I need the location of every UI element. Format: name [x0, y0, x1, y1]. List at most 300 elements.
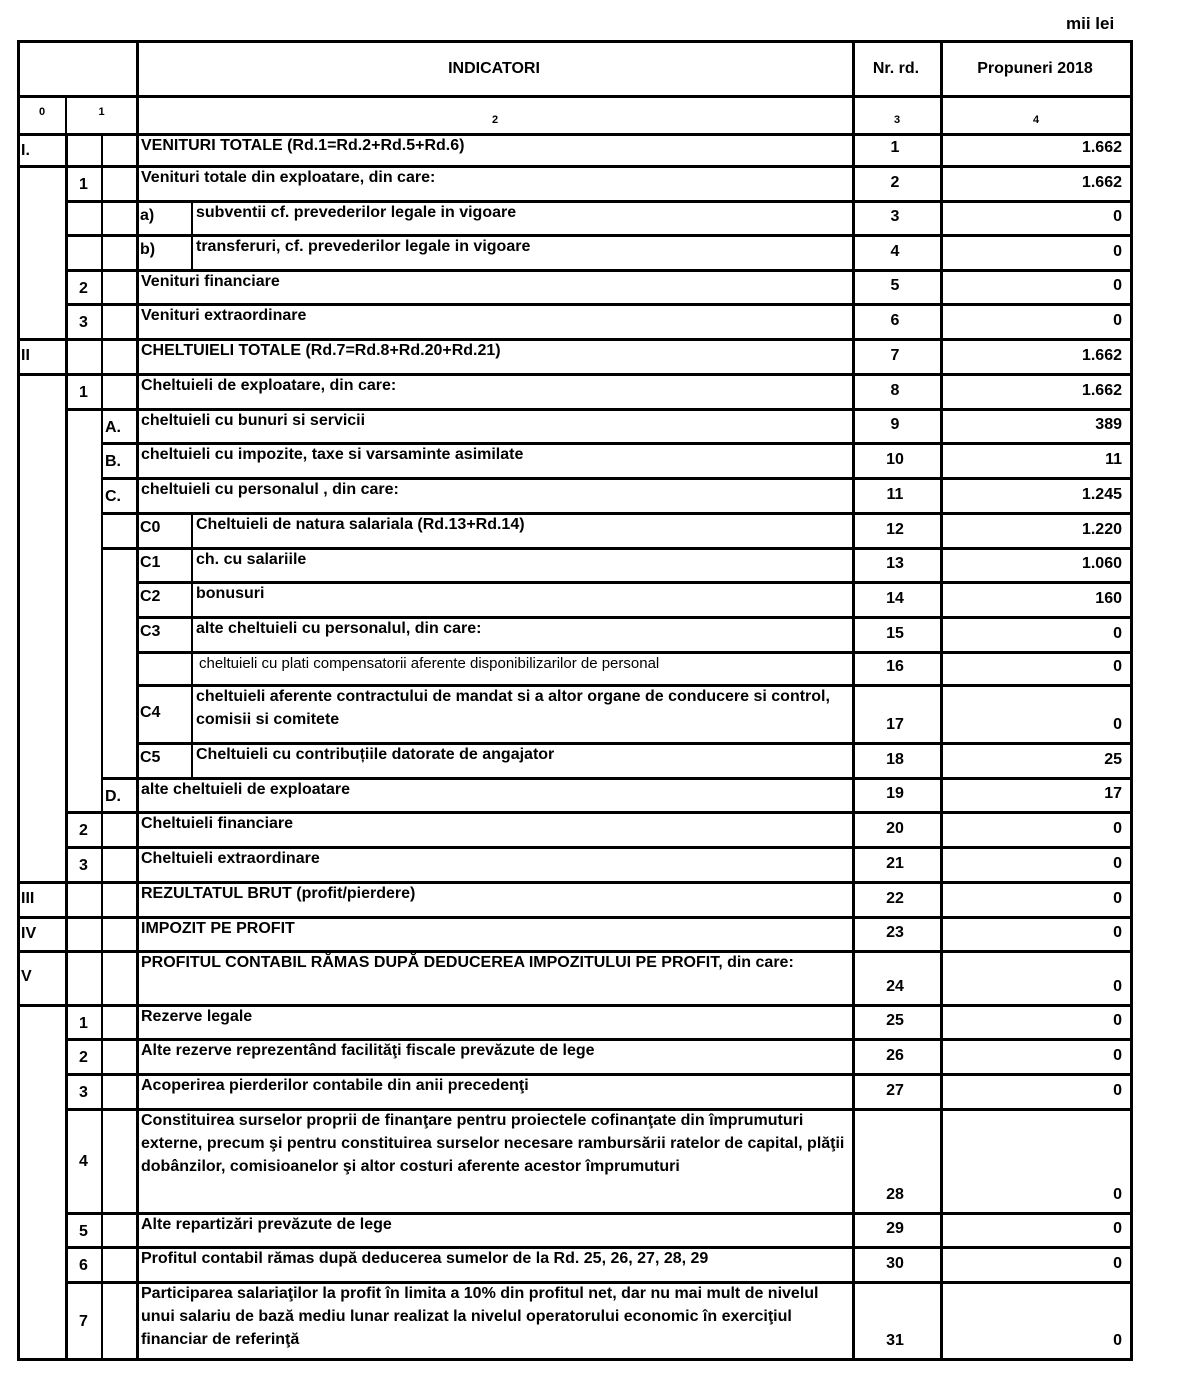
border-left [17, 581, 20, 619]
row-16-value: 0 [1113, 658, 1122, 675]
grid-line-v [101, 512, 103, 550]
row-20-value: 0 [1113, 820, 1122, 837]
grid-line-v [101, 1004, 103, 1041]
border-right [1130, 777, 1133, 814]
grid-line-v [136, 303, 139, 341]
row-18-value: 25 [1104, 751, 1122, 768]
grid-line-v [65, 269, 68, 306]
row-13-nr: 13 [886, 555, 904, 572]
border-left [17, 1038, 20, 1076]
grid-line-v [191, 651, 193, 687]
border-right [1130, 373, 1133, 411]
row-6-value: 0 [1113, 312, 1122, 329]
grid-line-v [65, 408, 68, 445]
row-23-roman: IV [21, 925, 37, 942]
grid-line-v [65, 165, 68, 203]
grid-line-v [65, 547, 68, 584]
border-right [1130, 133, 1133, 168]
grid-line-v [136, 165, 139, 203]
row-26-indicator: Alte rezerve reprezentând facilităţi fiscale prevăzute de lege [141, 1042, 595, 1059]
grid-line-v [65, 1108, 68, 1215]
row-9-code: A. [105, 419, 121, 436]
table-top-border [17, 40, 1133, 43]
row-28-value: 0 [1113, 1186, 1122, 1203]
row-separator [17, 1358, 1133, 1361]
border-right [1130, 684, 1133, 745]
grid-line-v [65, 777, 68, 814]
row-25-nr: 25 [886, 1012, 904, 1029]
grid-line-v [191, 742, 193, 780]
row-18-indicator: Cheltuieli cu contribuțiile datorate de angajator [196, 746, 555, 763]
grid-line-v [101, 1246, 103, 1284]
grid-line-v [136, 581, 139, 619]
grid-line-v [136, 616, 139, 654]
row-3-value: 0 [1113, 208, 1122, 225]
grid-line-v [136, 1108, 139, 1215]
row-9-value: 389 [1095, 416, 1122, 433]
row-15-indicator: alte cheltuieli cu personalul, din care: [196, 620, 482, 637]
border-right [1130, 408, 1133, 445]
border-left [17, 408, 20, 445]
border-left [17, 1246, 20, 1284]
row-14-value: 160 [1095, 590, 1122, 607]
grid-line-v [65, 442, 68, 480]
grid-line-v [65, 200, 68, 237]
grid-line-v [65, 1246, 68, 1284]
grid-line-v [101, 165, 103, 203]
grid-line-v [101, 477, 103, 515]
row-2-indicator: Venituri totale din exploatare, din care: [141, 169, 436, 186]
grid-line-v [852, 684, 855, 745]
grid-line-v [136, 651, 139, 687]
row-7-indicator: CHELTUIELI TOTALE (Rd.7=Rd.8+Rd.20+Rd.21) [141, 342, 501, 359]
row-18-nr: 18 [886, 751, 904, 768]
header-bottom-border [17, 95, 1133, 98]
row-21-indicator: Cheltuieli extraordinare [141, 850, 320, 867]
row-24-nr: 24 [886, 978, 904, 995]
grid-line-v [65, 1004, 68, 1041]
grid-line-v [65, 95, 67, 136]
grid-line-v [101, 408, 103, 445]
row-25-value: 0 [1113, 1012, 1122, 1029]
row-4-value: 0 [1113, 243, 1122, 260]
grid-line-v [101, 811, 103, 849]
grid-line-v [65, 651, 68, 687]
grid-line-v [65, 881, 68, 919]
grid-line-v [101, 846, 103, 884]
grid-line-v [136, 373, 139, 411]
border-right [1130, 846, 1133, 884]
row-6-indicator: Venituri extraordinare [141, 307, 307, 324]
border-left [17, 477, 20, 515]
border-left [17, 1281, 20, 1361]
grid-line-v [101, 1281, 103, 1361]
grid-line-v [136, 547, 139, 584]
row-17-code: C4 [140, 704, 161, 721]
row-17-nr: 17 [886, 716, 904, 733]
row-10-indicator: cheltuieli cu impozite, taxe si varsaminte asimilate [141, 446, 524, 463]
row-25-number: 1 [79, 1015, 88, 1032]
row-19-nr: 19 [886, 785, 904, 802]
border-left [17, 547, 20, 584]
grid-line-v [191, 616, 193, 654]
row-17-value: 0 [1113, 716, 1122, 733]
row-30-value: 0 [1113, 1255, 1122, 1272]
row-10-nr: 10 [886, 451, 904, 468]
grid-line-v [65, 1073, 68, 1111]
column-number-3: 3 [893, 114, 901, 126]
row-22-roman: III [21, 890, 35, 907]
header-indicatori: INDICATORI [448, 60, 540, 77]
unit-label: mii lei [1066, 14, 1115, 33]
row-18-code: C5 [140, 749, 161, 766]
row-13-code: C1 [140, 554, 161, 571]
row-4-indicator: transferuri, cf. prevederilor legale in vigoare [196, 238, 531, 255]
row-27-number: 3 [79, 1084, 88, 1101]
header-nr-rd: Nr. rd. [872, 60, 920, 77]
row-31-nr: 31 [886, 1332, 904, 1349]
border-right [1130, 881, 1133, 919]
grid-line-v [101, 200, 103, 237]
row-6-nr: 6 [890, 312, 900, 329]
grid-line-v [101, 616, 103, 654]
grid-line-v [65, 950, 68, 1007]
border-right [1130, 1281, 1133, 1361]
row-26-nr: 26 [886, 1047, 904, 1064]
grid-line-v [136, 1004, 139, 1041]
border-right [1130, 303, 1133, 341]
row-21-number: 3 [79, 857, 88, 874]
border-left [17, 684, 20, 745]
row-31-value: 0 [1113, 1332, 1122, 1349]
row-5-number: 2 [79, 280, 88, 297]
border-left [17, 616, 20, 654]
border-right [1130, 1004, 1133, 1041]
grid-line-v [65, 512, 68, 550]
grid-line-v [65, 1281, 68, 1361]
grid-line-v [136, 684, 139, 745]
row-25-indicator: Rezerve legale [141, 1008, 253, 1025]
border-left [17, 916, 20, 953]
row-24-indicator: PROFITUL CONTABIL RĂMAS DUPĂ DEDUCEREA IMPOZITULUI PE PROFIT, din care: [141, 954, 794, 971]
row-5-nr: 5 [890, 277, 900, 294]
border-left [17, 651, 20, 687]
row-7-nr: 7 [890, 347, 900, 364]
row-13-indicator: ch. cu salariile [196, 551, 307, 568]
border-right [1130, 916, 1133, 953]
row-23-value: 0 [1113, 924, 1122, 941]
row-15-nr: 15 [886, 625, 904, 642]
row-15-code: C3 [140, 623, 161, 640]
border-right [1130, 1038, 1133, 1076]
grid-line-v [101, 881, 103, 919]
border-right [1130, 512, 1133, 550]
row-11-indicator: cheltuieli cu personalul , din care: [141, 481, 399, 498]
row-27-value: 0 [1113, 1082, 1122, 1099]
row-31-number: 7 [79, 1312, 88, 1330]
grid-line-v [136, 133, 139, 168]
row-28-number: 4 [79, 1153, 88, 1170]
grid-line-v [101, 234, 103, 272]
row-5-value: 0 [1113, 277, 1122, 294]
border-left [17, 777, 20, 814]
row-21-nr: 21 [886, 855, 904, 872]
row-13-value: 1.060 [1081, 555, 1122, 572]
row-7-value: 1.662 [1081, 347, 1122, 364]
border-left [17, 950, 20, 1007]
row-19-indicator: alte cheltuieli de exploatare [141, 781, 350, 798]
border-right [1130, 40, 1133, 136]
grid-line-v [136, 200, 139, 237]
grid-line-v [65, 616, 68, 654]
grid-line-v [65, 373, 68, 411]
grid-line-v [136, 950, 139, 1007]
grid-line-v [101, 1212, 103, 1249]
row-1-value: 1.662 [1081, 139, 1122, 156]
grid-line-v [136, 1246, 139, 1284]
border-right [1130, 651, 1133, 687]
border-right [1130, 581, 1133, 619]
row-8-indicator: Cheltuieli de exploatare, din care: [141, 377, 397, 394]
border-right [1130, 200, 1133, 237]
grid-line-v [65, 581, 68, 619]
row-31-indicator: Participarea salariaţilor la profit în limita a 10% din profitul net, dar nu mai mult de nivelul unui salariu de bază mediu lunar realizat la nivelul operatorului economic în exerciţiul financiar de referinţă [141, 1285, 819, 1348]
grid-line-v [191, 234, 193, 272]
grid-line-v [101, 742, 103, 780]
border-left [17, 512, 20, 550]
border-right [1130, 950, 1133, 1007]
grid-line-v [101, 950, 103, 1007]
row-22-value: 0 [1113, 890, 1122, 907]
grid-line-v [65, 846, 68, 884]
row-27-indicator: Acoperirea pierderilor contabile din anii precedenţi [141, 1077, 529, 1094]
row-4-code: b) [140, 241, 156, 258]
grid-line-v [65, 1038, 68, 1076]
grid-line-v [101, 338, 103, 376]
border-left [17, 165, 20, 203]
grid-line-v [136, 234, 139, 272]
row-3-indicator: subventii cf. prevederilor legale in vigoare [196, 204, 517, 221]
grid-line-v [65, 477, 68, 515]
grid-line-v [65, 916, 68, 953]
border-right [1130, 269, 1133, 306]
border-left [17, 269, 20, 306]
row-17-indicator: cheltuieli aferente contractului de mandat si a altor organe de conducere si control, comisii si comitete [196, 688, 830, 728]
border-right [1130, 477, 1133, 515]
border-left [17, 234, 20, 272]
border-left [17, 338, 20, 376]
grid-line-v [101, 581, 103, 619]
grid-line-v [101, 442, 103, 480]
row-30-indicator: Profitul contabil rămas după deducerea sumelor de la Rd. 25, 26, 27, 28, 29 [141, 1250, 709, 1267]
border-left [17, 1073, 20, 1111]
row-26-number: 2 [79, 1049, 88, 1066]
column-number-2: 2 [491, 114, 499, 126]
row-20-number: 2 [79, 822, 88, 839]
border-left [17, 846, 20, 884]
border-left [17, 133, 20, 168]
border-right [1130, 1212, 1133, 1249]
row-14-indicator: bonusuri [196, 585, 265, 602]
border-right [1130, 547, 1133, 584]
row-30-nr: 30 [886, 1255, 904, 1272]
border-left [17, 40, 20, 136]
grid-line-v [65, 742, 68, 780]
row-5-indicator: Venituri financiare [141, 273, 280, 290]
grid-line-v [101, 651, 103, 687]
row-12-indicator: Cheltuieli de natura salariala (Rd.13+Rd.14) [196, 516, 525, 533]
grid-line-v [65, 303, 68, 341]
grid-line-v [136, 40, 139, 136]
grid-line-v [136, 1281, 139, 1361]
grid-line-v [101, 777, 103, 814]
row-3-nr: 3 [890, 208, 900, 225]
border-left [17, 742, 20, 780]
grid-line-v [136, 811, 139, 849]
row-26-value: 0 [1113, 1047, 1122, 1064]
grid-line-v [191, 581, 193, 619]
border-left [17, 442, 20, 480]
row-15-value: 0 [1113, 625, 1122, 642]
grid-line-v [65, 811, 68, 849]
column-number-0: 0 [38, 106, 46, 118]
row-11-code: C. [105, 488, 121, 505]
grid-line-v [852, 40, 855, 136]
grid-line-v [101, 303, 103, 341]
border-right [1130, 234, 1133, 272]
row-21-value: 0 [1113, 855, 1122, 872]
row-7-roman: II [21, 347, 30, 364]
row-3-code: a) [140, 207, 155, 224]
border-right [1130, 1108, 1133, 1215]
row-16-indicator: cheltuieli cu plati compensatorii aferente disponibilizarilor de personal [199, 655, 660, 672]
row-2-value: 1.662 [1081, 174, 1122, 191]
grid-line-v [65, 684, 68, 745]
grid-line-v [136, 742, 139, 780]
row-29-nr: 29 [886, 1220, 904, 1237]
row-2-number: 1 [79, 176, 88, 193]
row-11-nr: 11 [886, 486, 904, 503]
grid-line-v [65, 338, 68, 376]
row-8-value: 1.662 [1081, 382, 1122, 399]
grid-line-v [940, 684, 943, 745]
row-24-value: 0 [1113, 978, 1122, 995]
grid-line-v [191, 200, 193, 237]
row-1-indicator: VENITURI TOTALE (Rd.1=Rd.2+Rd.5+Rd.6) [141, 137, 465, 154]
grid-line-v [136, 1073, 139, 1111]
grid-line-v [101, 1073, 103, 1111]
row-22-nr: 22 [886, 890, 904, 907]
row-19-code: D. [105, 788, 121, 805]
row-29-value: 0 [1113, 1220, 1122, 1237]
grid-line-v [191, 512, 193, 550]
grid-line-v [65, 1212, 68, 1249]
grid-line-v [101, 916, 103, 953]
row-12-value: 1.220 [1081, 521, 1122, 538]
grid-line-v [136, 512, 139, 550]
column-number-4: 4 [1032, 114, 1040, 126]
grid-line-v [101, 684, 103, 745]
row-27-nr: 27 [886, 1082, 904, 1099]
border-left [17, 1004, 20, 1041]
row-22-indicator: REZULTATUL BRUT (profit/pierdere) [141, 885, 416, 902]
border-left [17, 811, 20, 849]
row-29-indicator: Alte repartizări prevăzute de lege [141, 1216, 392, 1233]
row-14-code: C2 [140, 588, 161, 605]
border-right [1130, 1073, 1133, 1111]
row-2-nr: 2 [890, 174, 900, 191]
grid-line-v [101, 1108, 103, 1215]
row-12-nr: 12 [886, 521, 904, 538]
row-16-nr: 16 [886, 658, 904, 675]
row-28-indicator: Constituirea surselor proprii de finanţare pentru proiectele cofinanţate din împrumuturi externe, precum şi pentru constituirea surselor necesare rambursării ratelor de capital, plăţii dobânzilor, comisioanelor şi altor costuri aferente acestor împrumuturi [141, 1112, 845, 1175]
row-19-value: 17 [1104, 785, 1122, 802]
row-1-nr: 1 [890, 139, 900, 156]
row-8-number: 1 [79, 384, 88, 401]
grid-line-v [101, 1038, 103, 1076]
grid-line-v [191, 684, 193, 745]
grid-line-v [136, 881, 139, 919]
border-left [17, 881, 20, 919]
row-10-code: B. [105, 453, 121, 470]
row-12-code: C0 [140, 519, 161, 536]
border-right [1130, 165, 1133, 203]
row-24-roman: V [21, 968, 32, 985]
grid-line-v [136, 269, 139, 306]
grid-line-v [136, 846, 139, 884]
grid-line-v [136, 1038, 139, 1076]
grid-line-v [65, 133, 68, 168]
border-right [1130, 1246, 1133, 1284]
row-6-number: 3 [79, 314, 88, 331]
row-8-nr: 8 [890, 382, 900, 399]
border-left [17, 1108, 20, 1215]
grid-line-v [101, 133, 103, 168]
grid-line-v [101, 269, 103, 306]
header-propuneri: Propuneri 2018 [977, 60, 1093, 77]
row-9-indicator: cheltuieli cu bunuri si servicii [141, 412, 366, 429]
grid-line-v [136, 916, 139, 953]
row-23-nr: 23 [886, 924, 904, 941]
grid-line-v [191, 547, 193, 584]
row-9-nr: 9 [890, 416, 900, 433]
grid-line-v [136, 338, 139, 376]
grid-line-v [101, 373, 103, 411]
row-23-indicator: IMPOZIT PE PROFIT [141, 920, 295, 937]
border-right [1130, 742, 1133, 780]
border-left [17, 303, 20, 341]
row-11-value: 1.245 [1081, 486, 1122, 503]
row-30-number: 6 [79, 1257, 88, 1274]
column-number-1: 1 [98, 106, 105, 118]
row-29-number: 5 [79, 1223, 88, 1240]
border-left [17, 200, 20, 237]
row-1-roman: I. [21, 142, 30, 159]
grid-line-v [65, 234, 68, 272]
grid-line-v [101, 547, 103, 584]
border-right [1130, 442, 1133, 480]
row-4-nr: 4 [890, 243, 900, 260]
row-20-nr: 20 [886, 820, 904, 837]
border-left [17, 373, 20, 411]
border-left [17, 1212, 20, 1249]
row-28-nr: 28 [886, 1186, 904, 1203]
border-right [1130, 338, 1133, 376]
grid-line-v [136, 1212, 139, 1249]
border-right [1130, 811, 1133, 849]
row-10-value: 11 [1105, 451, 1122, 468]
border-right [1130, 616, 1133, 654]
